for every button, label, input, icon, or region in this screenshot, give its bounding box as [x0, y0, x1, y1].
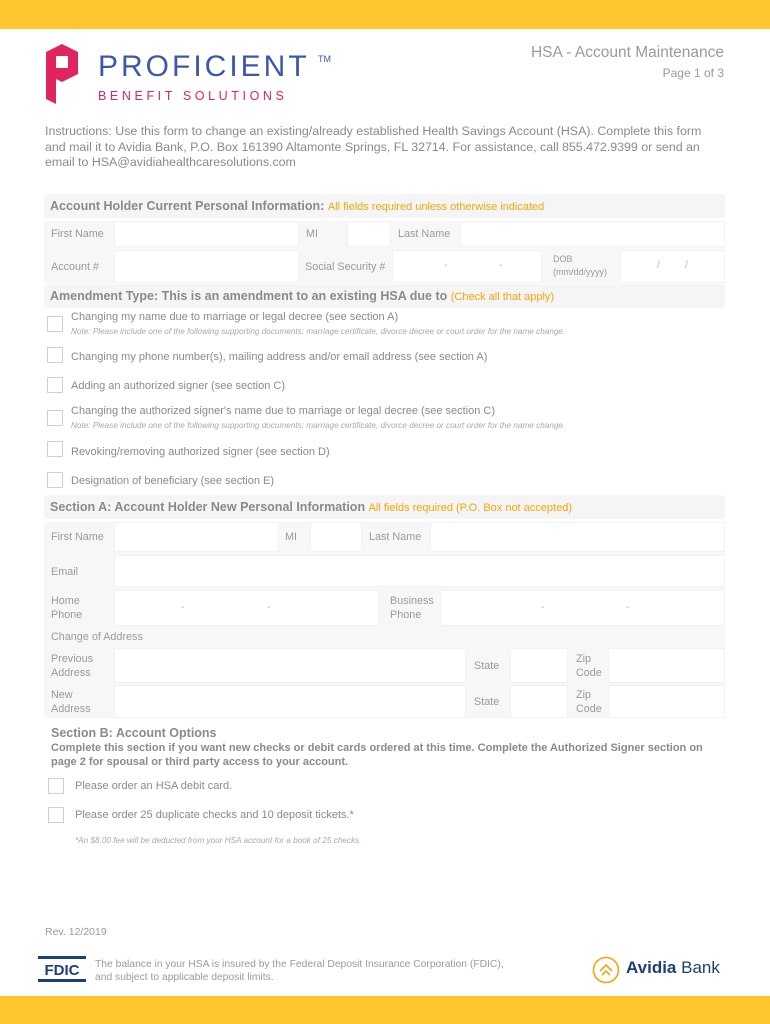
business-phone-dash-2: -	[626, 602, 630, 613]
ssn-dash-2: -	[499, 260, 503, 271]
new-zip-label-1: Zip	[576, 689, 591, 701]
change-of-address-label: Change of Address	[51, 631, 143, 643]
current-first-name-label: First Name	[51, 228, 104, 240]
section-a-title: Section A: Account Holder New Personal Information All fields required (P.O. Box not accepted)	[50, 500, 572, 514]
current-info-note: All fields required unless otherwise indicated	[327, 201, 545, 213]
current-ssn-label: Social Security #	[305, 261, 386, 273]
avidia-bank-name: Avidia Bank	[626, 958, 720, 977]
new-first-name-label: First Name	[51, 531, 104, 543]
home-phone-label-2: Phone	[51, 609, 83, 621]
current-dob-format: (mm/dd/yyyy)	[553, 267, 607, 277]
previous-address-label-1: Previous	[51, 653, 94, 665]
home-phone-label-1: Home	[51, 595, 80, 607]
amendment-option-contact-change: Changing my phone number(s), mailing address and/or email address (see section A)	[71, 351, 488, 363]
previous-address-field[interactable]	[114, 648, 466, 683]
section-b-subtitle: Complete this section if you want new checks or debit cards ordered at this time. Complete the Authorized Signer section on page 2 for spousal or third party access to your account.	[51, 742, 703, 768]
ssn-dash-1: -	[444, 260, 448, 271]
new-email-field[interactable]	[114, 555, 725, 587]
business-phone-dash-1: -	[541, 602, 545, 613]
checks-checkbox[interactable]	[48, 807, 64, 823]
home-phone-dash-2: -	[267, 602, 271, 613]
amendment-option-signer-name-change: Changing the authorized signer's name due to marriage or legal decree (see section C)	[71, 405, 496, 417]
new-email-label: Email	[51, 566, 78, 578]
current-last-name-label: Last Name	[398, 228, 451, 240]
amendment-checkbox-signer-name-change[interactable]	[47, 410, 63, 426]
new-first-name-field[interactable]	[114, 522, 279, 552]
instructions-text: Instructions: Use this form to change an existing/already established Health Savings Account (HSA). Complete this form and mail it to Avidia Bank, P.O. Box 161390 Altamonte Springs, FL 32714. For assistance, call 855.472.9399 or send an email to HSA@avidiahealthcaresolutions.com	[45, 124, 702, 169]
amendment-title: Amendment Type: This is an amendment to an existing HSA due to (Check all that apply)	[50, 289, 555, 303]
home-phone-dash-1: -	[181, 602, 185, 613]
current-info-header	[44, 194, 725, 218]
brand-trademark: TM	[318, 54, 331, 64]
document-title: HSA - Account Maintenance	[530, 44, 724, 61]
amendment-doc-note-2: Note: Please include one of the following supporting documents: marriage certificate, divorce decree or court order for the name change.	[71, 421, 566, 430]
new-last-name-label: Last Name	[369, 531, 422, 543]
new-mi-field[interactable]	[310, 522, 362, 552]
new-state-label: State	[474, 696, 500, 708]
revision-date: Rev. 12/2019	[45, 926, 107, 938]
fdic-disclaimer: The balance in your HSA is insured by the Federal Deposit Insurance Corporation (FDIC), and subject to applicable deposit limits.	[95, 959, 504, 983]
new-address-label-2: Address	[51, 703, 91, 715]
current-dob-label: DOB	[553, 254, 573, 264]
home-phone-field[interactable]	[114, 590, 379, 626]
brand-subtitle: BENEFIT SOLUTIONS	[98, 89, 288, 103]
previous-zip-field[interactable]	[608, 648, 725, 683]
amendment-option-name-change: Changing my name due to marriage or legal decree (see section A)	[71, 311, 399, 323]
top-yellow-band	[0, 0, 770, 29]
dob-slash-2: /	[685, 260, 688, 271]
previous-state-label: State	[474, 660, 500, 672]
amendment-header	[44, 284, 725, 308]
amendment-note: (Check all that apply)	[450, 291, 555, 303]
fdic-logo-icon	[38, 956, 86, 982]
current-mi-field[interactable]	[347, 221, 391, 247]
current-info-title: Account Holder Current Personal Information: All fields required unless otherwise indicated	[50, 199, 545, 213]
checks-fee-note: *An $8.00 fee will be deducted from your HSA account for a book of 25 checks.	[75, 836, 362, 845]
previous-zip-label-1: Zip	[576, 653, 591, 665]
debit-card-checkbox[interactable]	[48, 778, 64, 794]
debit-card-option: Please order an HSA debit card.	[75, 780, 233, 792]
bottom-yellow-band	[0, 996, 770, 1024]
previous-state-field[interactable]	[510, 648, 568, 683]
business-phone-field[interactable]	[440, 590, 725, 626]
section-a-note: All fields required (P.O. Box not accepted)	[368, 502, 572, 514]
amendment-option-revoke-signer: Revoking/removing authorized signer (see section D)	[71, 446, 330, 458]
new-address-field[interactable]	[114, 685, 466, 718]
amendment-option-beneficiary: Designation of beneficiary (see section E)	[71, 475, 274, 487]
amendment-option-add-signer: Adding an authorized signer (see section C)	[71, 380, 286, 392]
previous-zip-label-2: Code	[576, 667, 602, 679]
amendment-checkbox-name-change[interactable]	[47, 316, 63, 332]
current-last-name-field[interactable]	[460, 221, 725, 247]
amendment-checkbox-beneficiary[interactable]	[47, 472, 63, 488]
amendment-checkbox-contact-change[interactable]	[47, 347, 63, 363]
current-dob-field[interactable]	[620, 250, 725, 283]
dob-slash-1: /	[657, 260, 660, 271]
new-last-name-field[interactable]	[430, 522, 725, 552]
current-first-name-field[interactable]	[114, 221, 299, 247]
amendment-doc-note-1: Note: Please include one of the following supporting documents: marriage certificate, divorce decree or court order for the name change.	[71, 327, 566, 336]
proficient-logo-icon	[42, 44, 82, 106]
new-zip-label-2: Code	[576, 703, 602, 715]
new-state-field[interactable]	[510, 685, 568, 718]
previous-address-label-2: Address	[51, 667, 91, 679]
current-mi-label: MI	[306, 228, 318, 240]
business-phone-label-1: Business	[390, 595, 434, 607]
current-account-label: Account #	[51, 261, 100, 273]
new-address-label-1: New	[51, 689, 73, 701]
section-a-header	[44, 495, 725, 519]
current-ssn-field[interactable]	[392, 250, 542, 283]
section-b-title: Section B: Account Options	[51, 726, 217, 740]
fdic-logo-text: FDIC	[44, 962, 80, 979]
business-phone-label-2: Phone	[390, 609, 422, 621]
brand-name: PROFICIENT	[98, 50, 310, 83]
page-indicator: Page 1 of 3	[662, 66, 724, 80]
new-zip-field[interactable]	[608, 685, 725, 718]
amendment-checkbox-revoke-signer[interactable]	[47, 441, 63, 457]
amendment-checkbox-add-signer[interactable]	[47, 377, 63, 393]
new-mi-label: MI	[285, 531, 297, 543]
current-account-field[interactable]	[114, 250, 299, 283]
avidia-bank-logo-icon	[592, 956, 620, 984]
checks-option: Please order 25 duplicate checks and 10 deposit tickets.*	[75, 809, 354, 821]
